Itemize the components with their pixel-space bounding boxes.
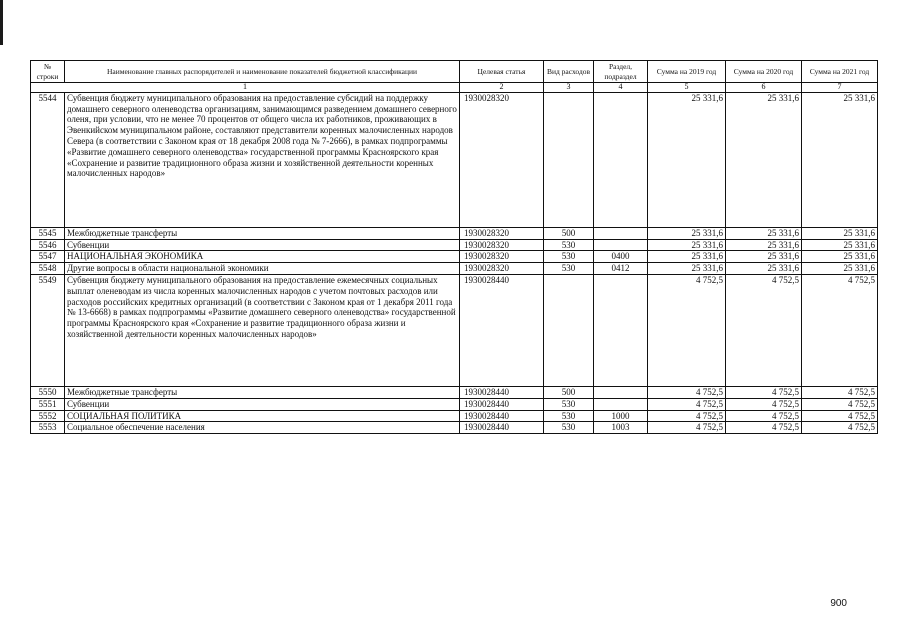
header-sum-2019: Сумма на 2019 год bbox=[648, 61, 726, 83]
cell-expense-type: 530 bbox=[544, 422, 594, 434]
table-row bbox=[31, 92, 878, 227]
header-sum-2021: Сумма на 2021 год bbox=[802, 61, 878, 83]
header-row-no: № строки bbox=[31, 61, 65, 83]
cell-section bbox=[594, 274, 648, 386]
cell-sum-2019: 25 331,6 bbox=[648, 251, 726, 263]
cell-name: Субвенция бюджету муниципального образования на предоставление ежемесячных социальных выплат оленеводам из числа коренных малочисленных народов с учетом почтовых расходов или расходов российских кредитных организаций (в соответствии с Законом края от 1 декабря 2011 года № 13-6668) в рамках подпрограммы «Развитие домашнего северного оленеводства» государственной программы Красноярского края «Сохранение и развитие традиционного образа жизни и хозяйственной деятельности коренных малочисленных народов» bbox=[65, 274, 460, 386]
header-name: Наименование главных распорядителей и наименование показателей бюджетной классификации bbox=[65, 61, 460, 83]
cell-sum-2019: 25 331,6 bbox=[648, 263, 726, 275]
table-row bbox=[31, 410, 878, 422]
cell-name: Социальное обеспечение населения bbox=[65, 422, 460, 434]
header-expense-type: Вид расходов bbox=[544, 61, 594, 83]
cell-sum-2020: 25 331,6 bbox=[726, 92, 802, 227]
header-target: Целевая статья bbox=[460, 61, 544, 83]
cell-target: 1930028440 bbox=[460, 386, 544, 398]
cell-expense-type: 530 bbox=[544, 398, 594, 410]
column-number: 2 bbox=[460, 83, 544, 93]
cell-row-no: 5552 bbox=[31, 410, 65, 422]
table-row bbox=[31, 422, 878, 434]
cell-sum-2020: 25 331,6 bbox=[726, 251, 802, 263]
cell-sum-2019: 25 331,6 bbox=[648, 239, 726, 251]
cell-target: 1930028440 bbox=[460, 410, 544, 422]
cell-name: Межбюджетные трансферты bbox=[65, 386, 460, 398]
cell-section bbox=[594, 92, 648, 227]
cell-sum-2021: 25 331,6 bbox=[802, 92, 878, 227]
cell-sum-2019: 4 752,5 bbox=[648, 274, 726, 386]
cell-sum-2021: 25 331,6 bbox=[802, 251, 878, 263]
cell-section: 1000 bbox=[594, 410, 648, 422]
header-sum-2020: Сумма на 2020 год bbox=[726, 61, 802, 83]
cell-row-no: 5551 bbox=[31, 398, 65, 410]
cell-row-no: 5546 bbox=[31, 239, 65, 251]
header-section: Раздел, подраздел bbox=[594, 61, 648, 83]
cell-sum-2021: 25 331,6 bbox=[802, 263, 878, 275]
cell-expense-type: 500 bbox=[544, 227, 594, 239]
cell-sum-2021: 4 752,5 bbox=[802, 398, 878, 410]
cell-name: НАЦИОНАЛЬНАЯ ЭКОНОМИКА bbox=[65, 251, 460, 263]
cell-section bbox=[594, 239, 648, 251]
cell-sum-2020: 25 331,6 bbox=[726, 239, 802, 251]
table-row bbox=[31, 227, 878, 239]
cell-sum-2021: 4 752,5 bbox=[802, 422, 878, 434]
cell-target: 1930028440 bbox=[460, 422, 544, 434]
cell-sum-2021: 4 752,5 bbox=[802, 410, 878, 422]
table-row bbox=[31, 239, 878, 251]
cell-sum-2020: 4 752,5 bbox=[726, 274, 802, 386]
cell-sum-2020: 25 331,6 bbox=[726, 227, 802, 239]
cell-target: 1930028440 bbox=[460, 398, 544, 410]
scan-edge-mark bbox=[0, 0, 3, 45]
cell-sum-2019: 25 331,6 bbox=[648, 92, 726, 227]
cell-name: Субвенции bbox=[65, 398, 460, 410]
cell-sum-2021: 25 331,6 bbox=[802, 239, 878, 251]
cell-row-no: 5544 bbox=[31, 92, 65, 227]
table-header bbox=[31, 61, 878, 93]
cell-name: Межбюджетные трансферты bbox=[65, 227, 460, 239]
table-row bbox=[31, 263, 878, 275]
cell-expense-type: 530 bbox=[544, 410, 594, 422]
table-row bbox=[31, 274, 878, 386]
cell-sum-2021: 4 752,5 bbox=[802, 274, 878, 386]
cell-sum-2020: 4 752,5 bbox=[726, 398, 802, 410]
cell-expense-type: 530 bbox=[544, 263, 594, 275]
cell-row-no: 5547 bbox=[31, 251, 65, 263]
cell-target: 1930028320 bbox=[460, 227, 544, 239]
cell-sum-2019: 4 752,5 bbox=[648, 422, 726, 434]
table-row bbox=[31, 398, 878, 410]
table-body bbox=[31, 92, 878, 433]
cell-target: 1930028320 bbox=[460, 239, 544, 251]
cell-sum-2021: 25 331,6 bbox=[802, 227, 878, 239]
cell-target: 1930028320 bbox=[460, 263, 544, 275]
cell-section bbox=[594, 398, 648, 410]
cell-name: Субвенция бюджету муниципального образования на предоставление субсидий на поддержку домашнего северного оленеводства организациям, занимающимся разведением домашнего северного оленя, при условии, что не менее 70 процентов от общего числа их работников, проживающих в Эвенкийском муниципальном районе, составляют представители коренных малочисленных народов Севера (в соответствии с Законом края от 18 декабря 2008 года № 7-2666), в рамках подпрограммы «Развитие домашнего северного оленеводства» государственной программы Красноярского края «Сохранение и развитие традиционного образа жизни и хозяйственной деятельности коренных малочисленных народов» bbox=[65, 92, 460, 227]
cell-row-no: 5550 bbox=[31, 386, 65, 398]
cell-section bbox=[594, 227, 648, 239]
cell-sum-2020: 4 752,5 bbox=[726, 422, 802, 434]
column-number: 1 bbox=[31, 83, 460, 93]
cell-expense-type: 530 bbox=[544, 239, 594, 251]
cell-sum-2019: 25 331,6 bbox=[648, 227, 726, 239]
cell-sum-2020: 4 752,5 bbox=[726, 386, 802, 398]
table-row bbox=[31, 386, 878, 398]
column-number: 3 bbox=[544, 83, 594, 93]
column-number: 7 bbox=[802, 83, 878, 93]
column-number: 5 bbox=[648, 83, 726, 93]
cell-expense-type: 500 bbox=[544, 386, 594, 398]
cell-row-no: 5545 bbox=[31, 227, 65, 239]
column-number: 6 bbox=[726, 83, 802, 93]
page-number: 900 bbox=[830, 598, 847, 609]
cell-sum-2019: 4 752,5 bbox=[648, 410, 726, 422]
cell-sum-2020: 25 331,6 bbox=[726, 263, 802, 275]
cell-target: 1930028320 bbox=[460, 92, 544, 227]
column-number-row bbox=[31, 83, 878, 93]
cell-section: 0412 bbox=[594, 263, 648, 275]
cell-sum-2019: 4 752,5 bbox=[648, 398, 726, 410]
table-row bbox=[31, 251, 878, 263]
cell-section bbox=[594, 386, 648, 398]
cell-name: Субвенции bbox=[65, 239, 460, 251]
budget-table bbox=[30, 60, 878, 434]
cell-section: 1003 bbox=[594, 422, 648, 434]
cell-sum-2019: 4 752,5 bbox=[648, 386, 726, 398]
cell-target: 1930028320 bbox=[460, 251, 544, 263]
cell-target: 1930028440 bbox=[460, 274, 544, 386]
cell-row-no: 5553 bbox=[31, 422, 65, 434]
cell-name: СОЦИАЛЬНАЯ ПОЛИТИКА bbox=[65, 410, 460, 422]
cell-expense-type bbox=[544, 274, 594, 386]
cell-sum-2020: 4 752,5 bbox=[726, 410, 802, 422]
cell-name: Другие вопросы в области национальной экономики bbox=[65, 263, 460, 275]
cell-row-no: 5549 bbox=[31, 274, 65, 386]
cell-row-no: 5548 bbox=[31, 263, 65, 275]
column-number: 4 bbox=[594, 83, 648, 93]
cell-sum-2021: 4 752,5 bbox=[802, 386, 878, 398]
cell-expense-type: 530 bbox=[544, 251, 594, 263]
cell-expense-type bbox=[544, 92, 594, 227]
cell-section: 0400 bbox=[594, 251, 648, 263]
